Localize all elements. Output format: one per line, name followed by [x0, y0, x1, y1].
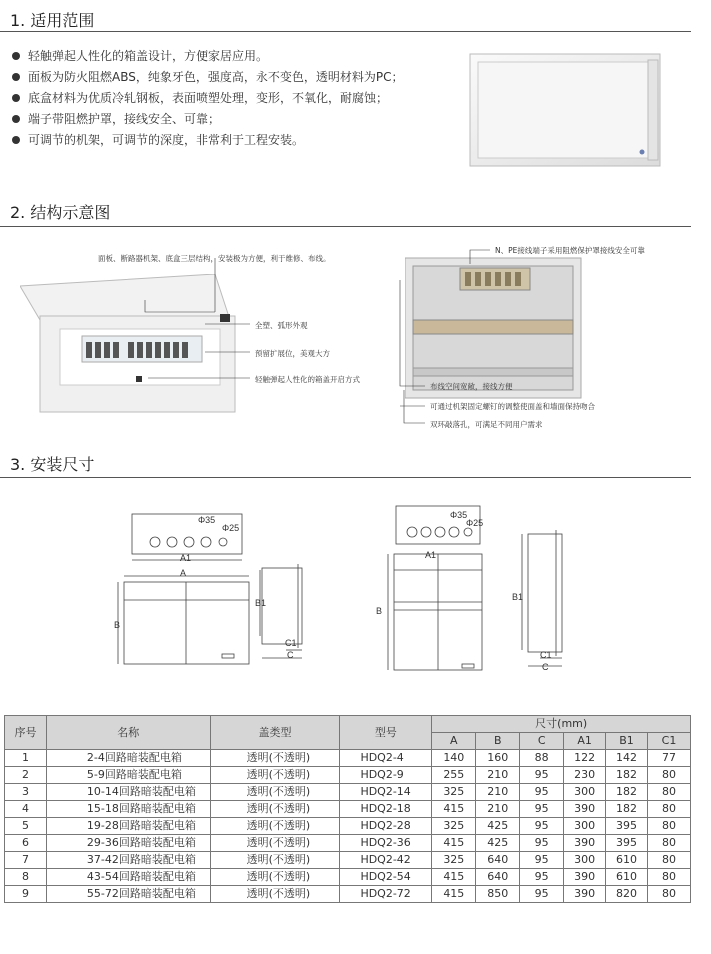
table-row: 2 5-9回路暗装配电箱 透明(不透明) HDQ2-9 255 210 95 230 182 80: [5, 767, 691, 784]
dim-label-b-right: B: [376, 606, 383, 616]
section-title-install: 3. 安装尺寸: [10, 455, 95, 474]
bullet-dot-icon: [12, 115, 20, 123]
dim-label-b1: B1: [255, 598, 267, 608]
header-col-b1: B1: [606, 733, 648, 750]
table-row: 7 37-42回路暗装配电箱 透明(不透明) HDQ2-42 325 640 95 300 610 80: [5, 852, 691, 869]
dim-label-b1-right: B1: [512, 592, 524, 602]
logo-icon: [640, 150, 645, 155]
callout-lines: [0, 240, 711, 440]
list-item: 轻触弹起人性化的箱盖设计，方便家居应用。: [12, 46, 403, 67]
dim-label-a: A: [180, 568, 187, 578]
callout-popup: 轻触弹起人性化的箱盖开启方式: [255, 375, 360, 384]
list-item: 可调节的机架，可调节的深度，非常利于工程安装。: [12, 130, 403, 151]
callout-knockout: 双环敲落孔，可满足不同用户需求: [430, 420, 543, 429]
header-index: 序号: [5, 716, 47, 750]
table-row: 8 43-54回路暗装配电箱 透明(不透明) HDQ2-54 415 640 95 390 610 80: [5, 869, 691, 886]
dim-label-c1-right: C1: [540, 650, 552, 660]
header-col-a1: A1: [564, 733, 606, 750]
dim-label-c: C: [287, 650, 294, 660]
header-col-a: A: [432, 733, 476, 750]
header-col-c1: C1: [648, 733, 691, 750]
list-item: 端子带阻燃护罩，接线安全、可靠；: [12, 109, 403, 130]
dim-label-phi25: Φ25: [222, 523, 240, 533]
header-model: 型号: [340, 716, 432, 750]
section-divider: [0, 477, 691, 478]
table-row: 1 2-4回路暗装配电箱 透明(不透明) HDQ2-4 140 160 88 122 142 77: [5, 750, 691, 767]
section-divider: [0, 226, 691, 227]
header-dims: 尺寸(mm): [432, 716, 691, 733]
table-row: 5 19-28回路暗装配电箱 透明(不透明) HDQ2-28 325 425 95 300 395 80: [5, 818, 691, 835]
header-col-c: C: [520, 733, 564, 750]
dim-label-c1: C1: [285, 638, 297, 648]
scope-bullet-list: [12, 46, 403, 151]
section-title-structure: 2. 结构示意图: [10, 203, 111, 222]
dim-label-a1-right: A1: [425, 550, 437, 560]
table-row: 4 15-18回路暗装配电箱 透明(不透明) HDQ2-18 415 210 95 390 182 80: [5, 801, 691, 818]
bullet-dot-icon: [12, 52, 20, 60]
callout-wiring-space: 布线空间宽敞，接线方便: [430, 382, 513, 391]
section-divider: [0, 31, 691, 32]
header-cover: 盖类型: [210, 716, 340, 750]
callout-screw: 可通过机架固定螺钉的调整使面盖和墙面保持吻合: [430, 402, 595, 411]
dim-label-phi35: Φ35: [198, 515, 216, 525]
table-row: 6 29-36回路暗装配电箱 透明(不透明) HDQ2-36 415 425 95 390 395 80: [5, 835, 691, 852]
bullet-dot-icon: [12, 73, 20, 81]
dim-label-b: B: [114, 620, 121, 630]
dim-label-a1: A1: [180, 553, 192, 563]
bullet-dot-icon: [12, 136, 20, 144]
product-photo: [466, 52, 666, 172]
callout-full-arc: 全塑、弧形外观: [255, 321, 308, 330]
table-row: 3 10-14回路暗装配电箱 透明(不透明) HDQ2-14 325 210 95 300 182 80: [5, 784, 691, 801]
list-item: 底盒材料为优质冷轧钢板，表面喷塑处理，变形，不氧化，耐腐蚀；: [12, 88, 403, 109]
list-item: 面板为防火阻燃ABS，纯象牙色，强度高，永不变色，透明材料为PC；: [12, 67, 403, 88]
callout-terminal: N、PE接线端子采用阻燃保护罩接线安全可靠: [495, 246, 645, 255]
dim-label-phi25-right: Φ25: [466, 518, 484, 528]
spec-table: [4, 715, 691, 903]
callout-top-left: 面板、断路器机架、底盒三层结构，安装极为方便，利于维修、布线。: [98, 254, 331, 263]
header-col-b: B: [476, 733, 520, 750]
section-title-scope: 1. 适用范围: [10, 11, 95, 30]
dim-label-c-right: C: [542, 662, 549, 672]
table-row: 9 55-72回路暗装配电箱 透明(不透明) HDQ2-72 415 850 95 390 820 80: [5, 886, 691, 903]
bullet-dot-icon: [12, 94, 20, 102]
header-name: 名称: [46, 716, 210, 750]
dim-label-phi35-right: Φ35: [450, 510, 468, 520]
callout-reserve: 预留扩展位，美观大方: [255, 349, 330, 358]
